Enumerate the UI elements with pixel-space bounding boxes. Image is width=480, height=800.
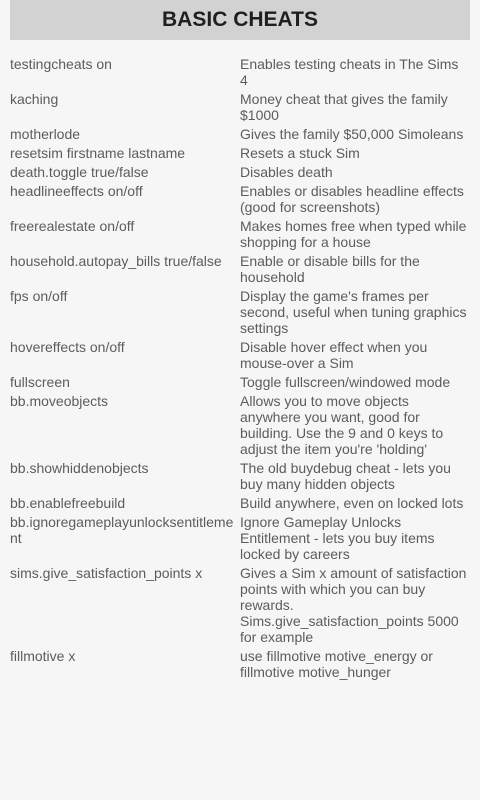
cheat-code: death.toggle true/false xyxy=(10,164,149,180)
cheat-row xyxy=(10,126,470,142)
cheat-description: Resets a stuck Sim xyxy=(240,145,360,161)
cheat-code: hovereffects on/off xyxy=(10,339,125,355)
cheat-description: Build anywhere, even on locked lots xyxy=(240,495,464,511)
cheat-description: Gives a Sim x amount of satisfaction points with which you can buy rewards. Sims.give_satisfaction_points 5000 for example xyxy=(240,565,467,645)
cheat-description: Enable or disable bills for the household xyxy=(240,253,420,285)
cheat-description: Disables death xyxy=(240,164,333,180)
cheat-code: headlineeffects on/off xyxy=(10,183,143,199)
cheat-description: Makes homes free when typed while shopping for a house xyxy=(240,218,467,250)
cheat-description: Gives the family $50,000 Simoleans xyxy=(240,126,464,142)
cheat-description: Enables or disables headline effects (good for screenshots) xyxy=(240,183,464,215)
cheat-row xyxy=(10,164,470,180)
cheat-row xyxy=(10,648,470,680)
cheat-code: fullscreen xyxy=(10,374,70,390)
cheat-description: Disable hover effect when you mouse-over a Sim xyxy=(240,339,428,371)
cheat-description: Display the game's frames per second, useful when tuning graphics settings xyxy=(240,288,467,336)
cheat-row xyxy=(10,218,470,250)
cheat-code: freerealestate on/off xyxy=(10,218,135,234)
cheat-row xyxy=(10,145,470,161)
cheat-description: Ignore Gameplay Unlocks Entitlement - lets you buy items locked by careers xyxy=(240,514,435,562)
cheat-list xyxy=(10,56,470,683)
cheat-row xyxy=(10,183,470,215)
cheat-code: resetsim firstname lastname xyxy=(10,145,186,161)
cheat-code: fps on/off xyxy=(10,288,68,304)
cheat-row xyxy=(10,374,470,390)
cheat-row xyxy=(10,56,470,88)
cheat-code: motherlode xyxy=(10,126,81,142)
cheat-row xyxy=(10,495,470,511)
cheat-code: kaching xyxy=(10,91,59,107)
cheat-description: Money cheat that gives the family $1000 xyxy=(240,91,448,123)
cheat-row xyxy=(10,514,470,562)
page-title: BASIC CHEATS xyxy=(162,8,318,31)
cheat-row xyxy=(10,288,470,336)
header-bar xyxy=(10,0,470,40)
cheat-code: fillmotive x xyxy=(10,648,76,664)
cheat-code: household.autopay_bills true/false xyxy=(10,253,222,269)
cheat-description: Allows you to move objects anywhere you want, good for building. Use the 9 and 0 keys to adjust the item you're 'holding' xyxy=(240,393,444,457)
cheat-code: bb.moveobjects xyxy=(10,393,109,409)
cheat-code: bb.showhiddenobjects xyxy=(10,460,149,476)
cheat-description: Toggle fullscreen/windowed mode xyxy=(240,374,451,390)
cheat-description: Enables testing cheats in The Sims 4 xyxy=(240,56,459,88)
cheat-row xyxy=(10,91,470,123)
cheat-code: testingcheats on xyxy=(10,56,112,72)
cheat-description: use fillmotive motive_energy or fillmotive motive_hunger xyxy=(240,648,433,680)
cheat-code: bb.enablefreebuild xyxy=(10,495,126,511)
cheat-code: bb.ignoregameplayunlocksentitlement xyxy=(10,514,234,546)
cheat-code: sims.give_satisfaction_points x xyxy=(10,565,203,581)
cheat-description: The old buydebug cheat - lets you buy many hidden objects xyxy=(240,460,451,492)
cheat-row xyxy=(10,339,470,371)
cheat-row xyxy=(10,393,470,457)
cheat-row xyxy=(10,253,470,285)
cheat-row xyxy=(10,460,470,492)
cheat-row xyxy=(10,565,470,645)
